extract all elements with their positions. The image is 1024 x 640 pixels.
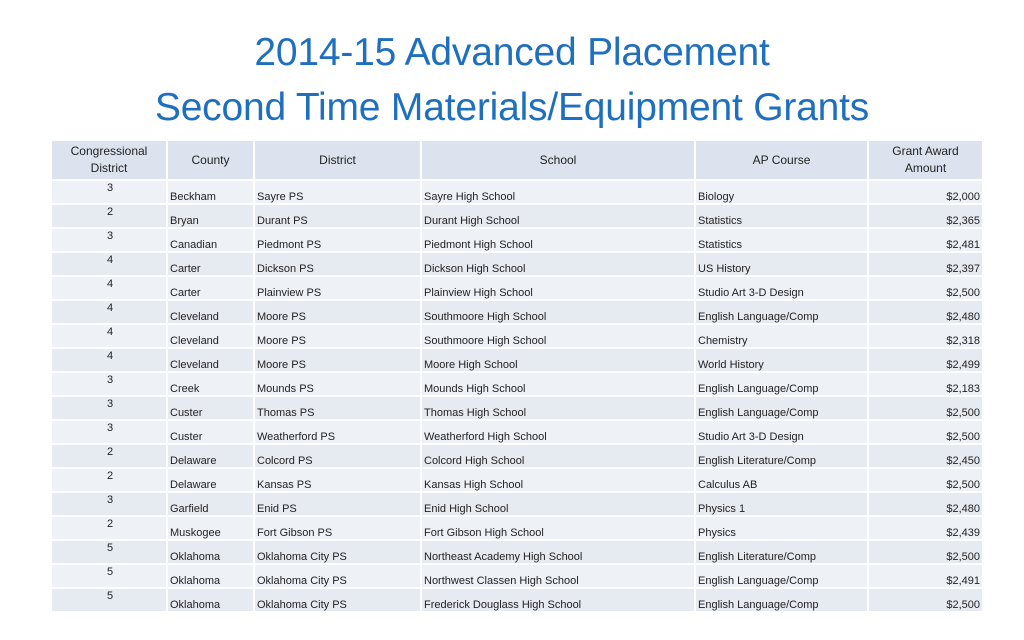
table-row [52,277,982,301]
cell-congressional-district: 4 [52,277,168,301]
cell-ap-course: Studio Art 3-D Design [696,421,869,445]
cell-grant-amount: $2,500 [869,589,982,613]
table-row [52,373,982,397]
header-congressional-district: Congressional District [52,141,168,181]
cell-county: Cleveland [168,349,255,373]
cell-grant-amount: $2,500 [869,469,982,493]
cell-grant-amount: $2,183 [869,373,982,397]
cell-grant-amount: $2,499 [869,349,982,373]
cell-grant-amount: $2,500 [869,421,982,445]
cell-school: Kansas High School [422,469,696,493]
cell-ap-course: Studio Art 3-D Design [696,277,869,301]
cell-ap-course: Biology [696,181,869,205]
cell-county: Creek [168,373,255,397]
cell-congressional-district: 2 [52,469,168,493]
cell-grant-amount: $2,500 [869,541,982,565]
cell-district: Moore PS [255,301,422,325]
cell-ap-course: English Language/Comp [696,397,869,421]
cell-county: Oklahoma [168,589,255,613]
table-row [52,589,982,613]
cell-district: Oklahoma City PS [255,565,422,589]
cell-ap-course: English Language/Comp [696,301,869,325]
cell-ap-course: English Literature/Comp [696,541,869,565]
cell-school: Frederick Douglass High School [422,589,696,613]
table-row [52,229,982,253]
cell-school: Thomas High School [422,397,696,421]
cell-ap-course: Physics 1 [696,493,869,517]
cell-school: Piedmont High School [422,229,696,253]
cell-school: Durant High School [422,205,696,229]
cell-school: Mounds High School [422,373,696,397]
cell-ap-course: Calculus AB [696,469,869,493]
cell-school: Dickson High School [422,253,696,277]
cell-grant-amount: $2,500 [869,397,982,421]
table-row [52,517,982,541]
cell-ap-course: US History [696,253,869,277]
cell-congressional-district: 3 [52,373,168,397]
cell-school: Moore High School [422,349,696,373]
cell-congressional-district: 3 [52,421,168,445]
cell-school: Southmoore High School [422,301,696,325]
table-row [52,397,982,421]
cell-district: Oklahoma City PS [255,589,422,613]
cell-district: Oklahoma City PS [255,541,422,565]
cell-grant-amount: $2,480 [869,301,982,325]
cell-school: Northwest Classen High School [422,565,696,589]
grants-table [52,141,982,613]
cell-district: Plainview PS [255,277,422,301]
table-row [52,253,982,277]
header-district: District [255,141,422,181]
cell-county: Carter [168,277,255,301]
cell-congressional-district: 5 [52,565,168,589]
table-row [52,325,982,349]
table-row [52,349,982,373]
table-header-row [52,141,982,181]
cell-congressional-district: 2 [52,205,168,229]
cell-district: Enid PS [255,493,422,517]
cell-district: Thomas PS [255,397,422,421]
cell-grant-amount: $2,450 [869,445,982,469]
cell-county: Garfield [168,493,255,517]
page-title-line-1: 2014-15 Advanced Placement [254,31,770,74]
cell-ap-course: World History [696,349,869,373]
table-body [52,181,982,613]
cell-county: Cleveland [168,325,255,349]
table-row [52,541,982,565]
cell-county: Carter [168,253,255,277]
cell-grant-amount: $2,439 [869,517,982,541]
cell-school: Fort Gibson High School [422,517,696,541]
cell-county: Cleveland [168,301,255,325]
cell-district: Sayre PS [255,181,422,205]
cell-ap-course: Statistics [696,205,869,229]
cell-congressional-district: 5 [52,541,168,565]
cell-county: Muskogee [168,517,255,541]
cell-grant-amount: $2,000 [869,181,982,205]
header-county: County [168,141,255,181]
cell-district: Piedmont PS [255,229,422,253]
cell-ap-course: Chemistry [696,325,869,349]
cell-county: Custer [168,421,255,445]
cell-district: Kansas PS [255,469,422,493]
header-ap-course: AP Course [696,141,869,181]
cell-congressional-district: 4 [52,253,168,277]
cell-ap-course: Physics [696,517,869,541]
cell-district: Moore PS [255,349,422,373]
table-row [52,469,982,493]
table-row [52,205,982,229]
cell-grant-amount: $2,481 [869,229,982,253]
cell-grant-amount: $2,480 [869,493,982,517]
cell-county: Canadian [168,229,255,253]
cell-grant-amount: $2,365 [869,205,982,229]
cell-district: Weatherford PS [255,421,422,445]
header-school: School [422,141,696,181]
cell-ap-course: Statistics [696,229,869,253]
cell-grant-amount: $2,491 [869,565,982,589]
table-row [52,445,982,469]
cell-ap-course: English Language/Comp [696,589,869,613]
cell-school: Enid High School [422,493,696,517]
cell-county: Delaware [168,445,255,469]
cell-congressional-district: 2 [52,517,168,541]
cell-county: Oklahoma [168,541,255,565]
cell-congressional-district: 4 [52,325,168,349]
page-title-line-2: Second Time Materials/Equipment Grants [154,86,870,129]
cell-congressional-district: 3 [52,181,168,205]
cell-school: Southmoore High School [422,325,696,349]
table-row [52,565,982,589]
cell-grant-amount: $2,500 [869,277,982,301]
cell-school: Northeast Academy High School [422,541,696,565]
cell-district: Mounds PS [255,373,422,397]
cell-congressional-district: 3 [52,229,168,253]
table-row [52,301,982,325]
cell-congressional-district: 4 [52,301,168,325]
cell-ap-course: English Language/Comp [696,373,869,397]
cell-congressional-district: 2 [52,445,168,469]
cell-grant-amount: $2,318 [869,325,982,349]
cell-district: Fort Gibson PS [255,517,422,541]
cell-county: Bryan [168,205,255,229]
table-row [52,181,982,205]
header-grant-award-amount: Grant Award Amount [869,141,982,181]
cell-congressional-district: 3 [52,493,168,517]
cell-ap-course: English Language/Comp [696,565,869,589]
cell-school: Plainview High School [422,277,696,301]
cell-school: Weatherford High School [422,421,696,445]
cell-school: Colcord High School [422,445,696,469]
cell-county: Custer [168,397,255,421]
cell-district: Moore PS [255,325,422,349]
table-row [52,421,982,445]
cell-congressional-district: 3 [52,397,168,421]
cell-school: Sayre High School [422,181,696,205]
cell-county: Delaware [168,469,255,493]
cell-district: Dickson PS [255,253,422,277]
cell-district: Colcord PS [255,445,422,469]
cell-district: Durant PS [255,205,422,229]
cell-grant-amount: $2,397 [869,253,982,277]
cell-county: Beckham [168,181,255,205]
cell-county: Oklahoma [168,565,255,589]
cell-ap-course: English Literature/Comp [696,445,869,469]
cell-congressional-district: 4 [52,349,168,373]
table-row [52,493,982,517]
cell-congressional-district: 5 [52,589,168,613]
